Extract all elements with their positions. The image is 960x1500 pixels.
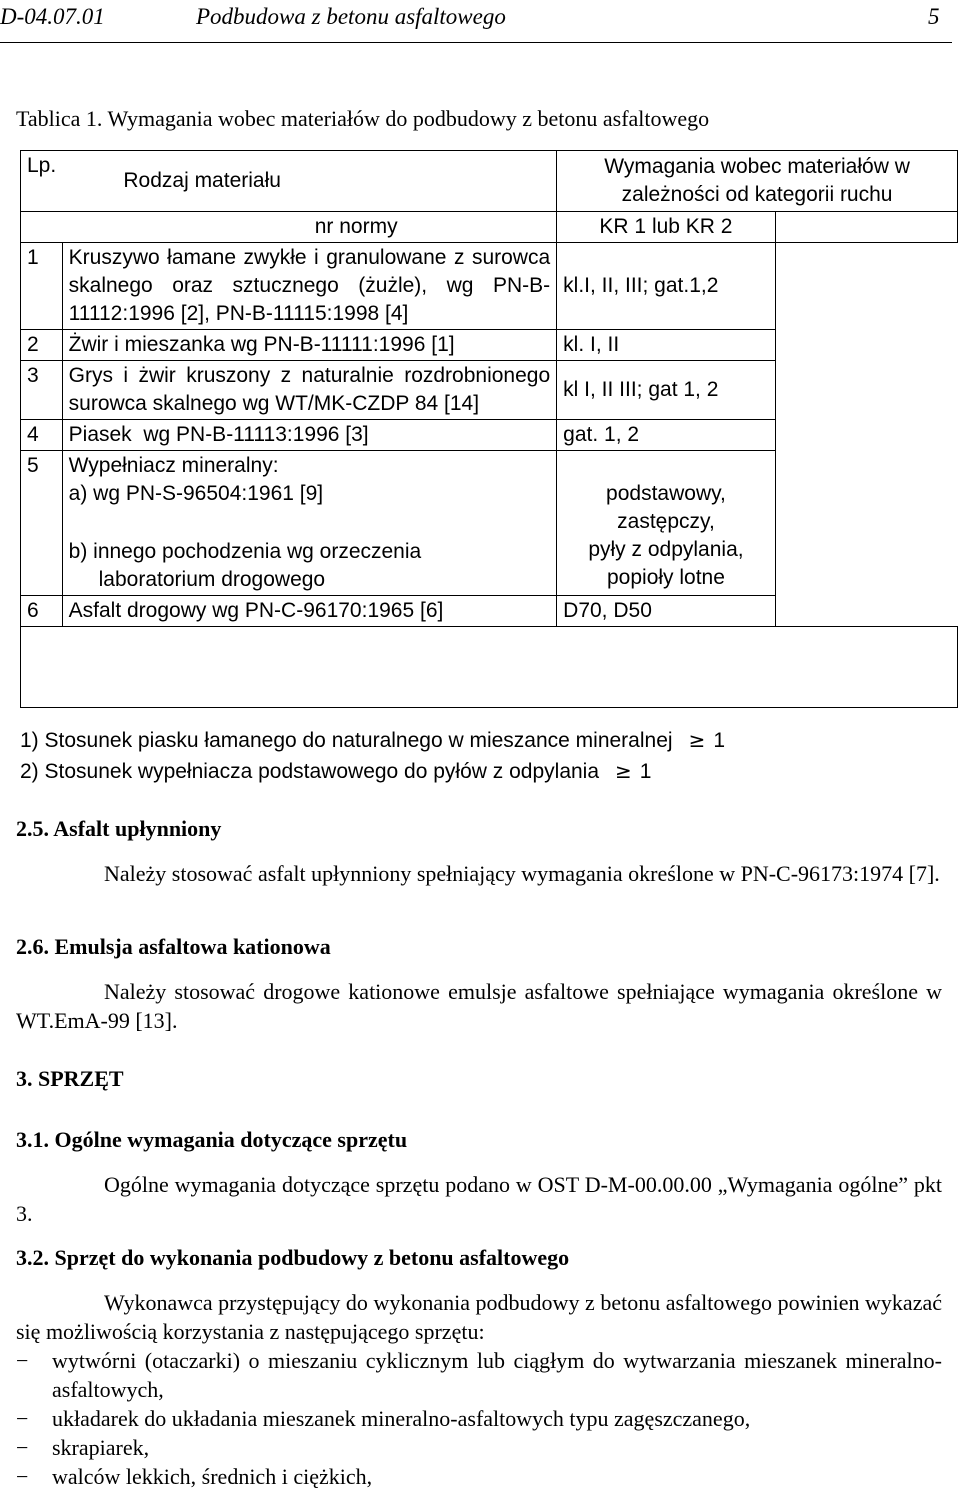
filler-title: Wypełniacz mineralny:	[68, 454, 279, 477]
header-material: Rodzaj materiału	[62, 151, 557, 212]
table-row	[21, 420, 958, 451]
filler-option-b-cont: laboratorium drogowego	[98, 568, 326, 591]
blank-cell	[775, 330, 957, 361]
subheader-empty	[21, 212, 63, 243]
section-heading: 2.6. Emulsja asfaltowa kationowa	[16, 934, 331, 959]
header-req-line1: Wymagania wobec materiałów w	[604, 155, 910, 178]
header-kr: KR 1 lub KR 2	[557, 212, 776, 243]
row-material: Piasek wg PN-B-11113:1996 [3]	[62, 420, 557, 451]
table-row	[21, 330, 958, 361]
document-title: Podbudowa z betonu asfaltowego	[196, 4, 506, 29]
section-paragraph: Wykonawca przystępujący do wykonania podbudowy z betonu asfaltowego powinien wykazać się możliwością korzystania z następującego sprzętu:	[16, 1290, 942, 1344]
row-lp: 2	[21, 330, 63, 361]
row-requirement: kl I, II III; gat 1, 2	[557, 361, 776, 420]
section-3	[16, 1064, 942, 1093]
row-requirement: kl.I, II, III; gat.1,2	[557, 243, 776, 330]
table-row	[21, 451, 958, 596]
footnote: 2) Stosunek wypełniacza podstawowego do pyłów z odpylania ≥ 1	[20, 759, 652, 783]
dash-bullet: −	[16, 1406, 29, 1431]
table-row	[21, 361, 958, 420]
row-material: Grys i żwir kruszony z naturalnie rozdrobnionego surowca skalnego wg WT/MK-CZDP 84 [14]	[62, 361, 557, 420]
table-notes-row	[21, 627, 958, 708]
header-req-line2: zależności od kategorii ruchu	[621, 183, 893, 206]
row-requirement	[557, 451, 776, 596]
header-lp: Lp.	[21, 151, 63, 212]
greater-equal-symbol: ≥	[688, 728, 706, 752]
header-norm: nr normy	[62, 212, 557, 243]
req-substitute: zastępczy,	[617, 510, 715, 533]
row-material: Asfalt drogowy wg PN-C-96170:1965 [6]	[62, 596, 557, 627]
header-requirements	[557, 151, 958, 212]
row-lp: 3	[21, 361, 63, 420]
row-lp: 4	[21, 420, 63, 451]
row-material: Kruszywo łamane zwykłe i granulowane z surowca skalnego oraz sztucznego (żużle), wg PN-B-11112:1996 [2], PN-B-11115:1998 [4]	[62, 243, 557, 330]
blank-cell	[775, 420, 957, 451]
page-header	[0, 0, 952, 43]
table-header-row	[21, 151, 958, 212]
filler-option-a: a) wg PN-S-96504:1961 [9]	[68, 482, 324, 505]
list-item-text: wytwórni (otaczarki) o mieszaniu cyklicznym lub ciągłym do wytwarzania mieszanek mineralno-asfaltowych,	[52, 1348, 942, 1402]
dash-bullet: −	[16, 1348, 29, 1373]
table-notes	[21, 627, 958, 708]
section-paragraph: Ogólne wymagania dotyczące sprzętu podano w OST D-M-00.00.00 „Wymagania ogólne” pkt 3.	[16, 1172, 942, 1226]
dash-bullet: −	[16, 1464, 29, 1489]
blank-cell	[775, 451, 957, 596]
section-heading: 2.5. Asfalt upłynniony	[16, 816, 222, 841]
list-item-text: układarek do układania mieszanek mineralno-asfaltowych typu zagęszczanego,	[52, 1406, 751, 1431]
blank-cell	[775, 243, 957, 330]
materials-requirements-table	[20, 150, 958, 708]
section-heading: 3. SPRZĘT	[16, 1066, 124, 1091]
row-lp: 1	[21, 243, 63, 330]
row-lp: 6	[21, 596, 63, 627]
req-primary: podstawowy,	[606, 482, 726, 505]
section-3-2	[16, 1243, 942, 1491]
document-code: D-04.07.01	[0, 4, 105, 29]
filler-option-b: b) innego pochodzenia wg orzeczenia	[68, 540, 422, 563]
list-item-text: skrapiarek,	[52, 1435, 150, 1460]
section-paragraph: Należy stosować asfalt upłynniony spełniający wymagania określone w PN-C-96173:1974 [7].	[104, 861, 940, 886]
page-number: 5	[928, 4, 940, 29]
table-footnotes	[20, 725, 725, 787]
footnote: 1) Stosunek piasku łamanego do naturalnego w mieszance mineralnej ≥ 1	[20, 728, 726, 752]
list-item	[16, 1404, 942, 1433]
row-lp: 5	[21, 451, 63, 596]
dash-bullet: −	[16, 1435, 29, 1460]
req-fly-ash: popioły lotne	[607, 566, 725, 589]
section-2-6	[16, 932, 942, 1035]
table-caption: Tablica 1. Wymagania wobec materiałów do podbudowy z betonu asfaltowego	[16, 106, 710, 131]
list-item	[16, 1346, 942, 1404]
list-item-text: walców lekkich, średnich i ciężkich,	[52, 1464, 373, 1489]
row-requirement: kl. I, II	[557, 330, 776, 361]
row-requirement: D70, D50	[557, 596, 776, 627]
header-empty-cell	[775, 212, 957, 243]
section-2-5	[16, 814, 942, 888]
blank-cell	[775, 361, 957, 420]
list-item	[16, 1462, 942, 1491]
table-row	[21, 596, 958, 627]
row-requirement: gat. 1, 2	[557, 420, 776, 451]
table-row	[21, 243, 958, 330]
section-paragraph: Należy stosować drogowe kationowe emulsje asfaltowe spełniające wymagania określone w WT.EmA-99 [13].	[16, 979, 942, 1033]
req-dust: pyły z odpylania,	[588, 538, 744, 561]
blank-cell	[775, 596, 957, 627]
list-item	[16, 1433, 942, 1462]
section-3-1	[16, 1125, 942, 1228]
table-subheader-row	[21, 212, 958, 243]
greater-equal-symbol: ≥	[615, 759, 632, 783]
row-material: Żwir i mieszanka wg PN-B-11111:1996 [1]	[62, 330, 557, 361]
section-heading: 3.1. Ogólne wymagania dotyczące sprzętu	[16, 1127, 408, 1152]
section-heading: 3.2. Sprzęt do wykonania podbudowy z betonu asfaltowego	[16, 1245, 570, 1270]
row-material	[62, 451, 557, 596]
